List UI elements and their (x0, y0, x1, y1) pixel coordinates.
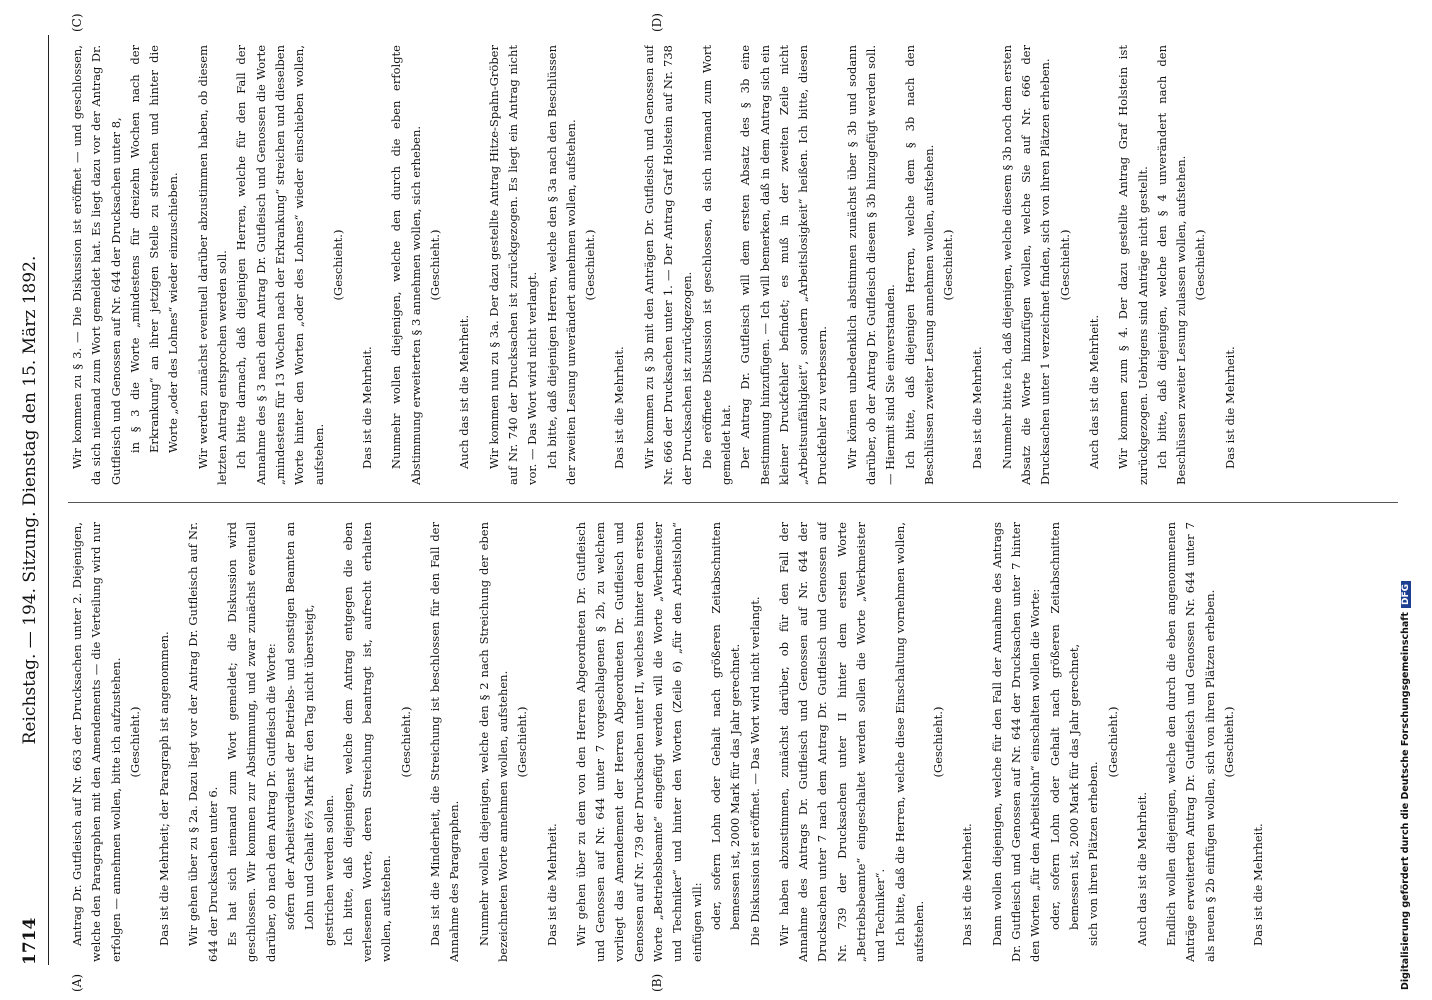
paragraph: Die Diskussion ist eröffnet. — Das Wort wird nicht verlangt. (747, 596, 762, 946)
column-divider (68, 502, 1398, 503)
dfg-logo: DFG (1401, 581, 1411, 608)
paragraph: (Geschieht.) (330, 229, 345, 301)
margin-mark-c: (C) (70, 13, 84, 32)
paragraph: Das ist die Mehrheit. (612, 346, 627, 469)
paragraph: sofern der Arbeitsverdienst der Betriebs- und sonstigen Beamten an Lohn und Gehalt 6⅔ Mark für den Tag nicht übersteigt, (282, 522, 317, 930)
paragraph: (Geschieht.) (428, 229, 443, 301)
paragraph: (Geschieht.) (1193, 229, 1208, 301)
paragraph: Das ist die Mehrheit. (960, 823, 975, 946)
paragraph: Ich bitte, daß diejenigen Herren, welche dem § 3b nach den Beschlüssen zweiter Lesung annehmen wollen, aufstehen. (902, 45, 936, 485)
paragraph: Auch das ist die Mehrheit. (457, 315, 472, 469)
paragraph: Es hat sich niemand zum Wort gemeldet; die Diskussion wird geschlossen. Wir kommen zur Abstimmung, und zwar zunächst eventuell darüber, ob nach dem Antrag Dr. Gutfleisch die Worte: (225, 522, 278, 962)
margin-mark-d: (D) (650, 13, 664, 32)
paragraph: Wir kommen nun zu § 3a. Der dazu gestellte Antrag Hitze-Spahn-Gröber auf Nr. 740 der Drucksachen ist zurückgezogen. Es liegt ein Antrag nicht vor. — Das Wort wird nicht verlangt. (486, 45, 540, 485)
paragraph: Ich bitte, daß diejenigen, welche dem Antrag entgegen die eben verlesenen Worte, deren Streichung beantragt ist, aufrecht erhalten wollen, aufstehen. (340, 522, 394, 962)
margin-mark-a: (A) (70, 973, 84, 992)
paragraph: Antrag Dr. Gutfleisch auf Nr. 663 der Drucksachen unter 2. Diejenigen, welche den Paragraphen mit den Amendements — die Verteilung wird nur erfolgen — annehmen wollen, bitte ich aufzustehen. (70, 522, 123, 962)
paragraph: Wir kommen zu § 3b mit den Anträgen Dr. Gutfleisch und Genossen auf Nr. 666 der Drucksachen unter 1. — Der Antrag Graf Holstein auf Nr. 738 der Drucksachen ist zurückgezogen. (641, 45, 695, 485)
paragraph: Das ist die Minderheit, die Streichung ist beschlossen für den Fall der Annahme des Paragraphen. (428, 522, 462, 962)
paragraph: sich von ihren Plätzen erheben. (1086, 761, 1101, 946)
paragraph: (Geschieht.) (515, 706, 530, 778)
paragraph: Das ist die Mehrheit. (1222, 346, 1237, 469)
paragraph: (Geschieht.) (1105, 706, 1120, 778)
paragraph: Auch das ist die Mehrheit. (1134, 792, 1149, 946)
paragraph: Auch das ist die Mehrheit. (1086, 315, 1101, 469)
paragraph: Ich bitte, daß diejenigen, welche den § 4 unverändert nach den Beschlüssen zweiter Lesung zulassen wollen, aufstehen. (1154, 45, 1189, 485)
paragraph: Nunmehr bitte ich, daß diejenigen, welche diesem § 3b noch dem ersten Absatz die Worte hinzufügen wollen, welche Sie auf Nr. 666 der Drucksachen unter 1 verzeichnet finden, sich von ihren Plätzen erheben. (999, 45, 1053, 485)
paragraph: Der Antrag Dr. Gutfleisch will dem ersten Absatz des § 3b eine Bestimmung hinzufügen. — Ich will bemerken, daß in dem Antrag sich ein kleiner Druckfehler befindet; es muß in der zweiten Zeile nicht „Arbeitsunfähigkeit“, sondern „Arbeitslosigkeit“ heißen. Ich bitte, diesen Druckfehler zu verbessern. (738, 45, 830, 485)
paragraph: Nunmehr wollen diejenigen, welche den durch die eben erfolgte Abstimmung erweiterten § 3 annehmen wollen, sich erheben. (389, 45, 423, 485)
paragraph: Das ist die Mehrheit. (544, 823, 559, 946)
text-column-right (68, 45, 1388, 485)
paragraph: (Geschieht.) (1057, 229, 1072, 301)
paragraph: oder, sofern Lohn oder Gehalt nach größeren Zeitabschnitten bemessen ist, 2000 Mark für das Jahr gerechnet, (1047, 522, 1081, 930)
paragraph: Endlich wollen diejenigen, welche den durch die eben angenommenen Anträge erweiterten Antrag Dr. Gutfleisch und Genossen Nr. 644 unter 7 als neuen § 2b einfügen wollen, sich von ihren Plätzen erheben. (1164, 522, 1217, 962)
paragraph: (Geschieht.) (941, 229, 956, 301)
paragraph: Wir haben abzustimmen, zunächst darüber, ob für den Fall der Annahme des Antrags Dr. Gutfleisch und Genossen auf Nr. 644 der Drucksachen unter 7 nach dem Antrag Dr. Gutfleisch und Genossen auf Nr. 739 der Drucksachen unter II hinter dem ersten Worte „Betriebsbeamte“ eingeschaltet werden sollen die Worte „Werkmeister und Techniker“. (776, 522, 888, 962)
paragraph: (Geschieht.) (127, 706, 142, 778)
credit-text: Digitalisierung gefördert durch die Deutsche Forschungsgemeinschaft (1400, 612, 1411, 990)
paragraph: gestrichen werden sollen. (321, 794, 336, 946)
paragraph: Wir gehen über zu § 2a. Dazu liegt vor der Antrag Dr. Gutfleisch auf Nr. 644 der Drucksachen unter 6. (186, 522, 220, 962)
page-number: 1714 (20, 917, 40, 965)
paragraph: (Geschieht.) (398, 706, 413, 778)
paragraph: Wir kommen zu § 3. — Die Diskussion ist eröffnet — und geschlossen, da sich niemand zum Wort gemeldet hat. Es liegt dazu vor der Antrag Dr. Gutfleisch und Genossen auf Nr. 644 der Drucksachen unter 8, (70, 45, 123, 485)
paragraph: Ich bitte, daß die Herren, welche diese Einschaltung vornehmen wollen, aufstehen. (892, 522, 926, 962)
paragraph: Ich bitte darnach, daß diejenigen Herren, welche für den Fall der Annahme des § 3 nach dem Antrag Dr. Gutfleisch und Genossen die Worte „mindestens für 13 Wochen nach der Erkrankung“ streichen und dieselben Worte hinter den Worten „oder des Lohnes“ wieder einschieben wollen, aufstehen. (234, 45, 326, 485)
paragraph: Wir kommen zum § 4. Der dazu gestellte Antrag Graf Holstein ist zurückgezogen. Uebrigens sind Anträge nicht gestellt. (1116, 45, 1150, 485)
paragraph: (Geschieht.) (583, 229, 598, 301)
paragraph: Das ist die Mehrheit; der Paragraph ist angenommen. (157, 631, 172, 946)
paragraph: oder, sofern Lohn oder Gehalt nach größeren Zeitabschnitten bemessen ist, 2000 Mark für das Jahr gerechnet. (708, 522, 743, 930)
paragraph: Das ist die Mehrheit. (1251, 823, 1266, 946)
paragraph: Ich bitte, daß diejenigen Herren, welche den § 3a nach den Beschlüssen der zweiten Lesung unverändert annehmen wollen, aufstehen. (544, 45, 578, 485)
paragraph: Wir werden zunächst eventuell darüber abzustimmen haben, ob diesem letzten Antrag entsprochen werden soll. (195, 45, 230, 485)
paragraph: (Geschieht.) (1222, 706, 1237, 778)
digitization-credit (1400, 10, 1411, 990)
paragraph: Das ist die Mehrheit. (970, 346, 985, 469)
page-header (20, 35, 49, 965)
paragraph: Nunmehr wollen diejenigen, welche den § 2 nach Streichung der eben bezeichneten Worte annehmen wollen, aufstehen. (476, 522, 510, 962)
text-column-left (68, 522, 1388, 962)
page-title: Reichstag. — 194. Sitzung. Dienstag den 15. März 1892. (20, 255, 40, 745)
paragraph: in § 3 die Worte „mindestens für dreizehn Wochen nach der Erkrankung“ an ihrer jetzigen Stelle zu streichen und hinter die Worte „oder des Lohnes“ wieder einzuschieben. (127, 45, 181, 453)
paragraph: Das ist die Mehrheit. (360, 346, 375, 469)
paragraph: (Geschieht.) (931, 706, 946, 778)
paragraph: Wir gehen über zu dem von den Herren Abgeordneten Dr. Gutfleisch und Genossen auf Nr. 644 unter 7 vorgeschlagenen § 2b, zu welchem vorliegt das Amendement der Herren Abgeordneten Dr. Gutfleisch und Genossen auf Nr. 739 der Drucksachen unter II, welches hinter dem ersten Worte „Betriebsbeamte“ eingefügt werden will die Worte „Werkmeister und Techniker“ und hinter den Worten (Zeile 6) „für den Arbeitslohn“ einfügen will: (573, 522, 704, 962)
paragraph: Die eröffnete Diskussion ist geschlossen, da sich niemand zum Wort gemeldet hat. (699, 45, 733, 485)
paragraph: Dann wollen diejenigen, welche für den Fall der Annahme des Antrags Dr. Gutfleisch und Genossen auf Nr. 644 der Drucksachen unter 7 hinter den Worten „für den Arbeitslohn“ einschalten wollen die Worte: (989, 522, 1043, 962)
paragraph: Wir können unbedenklich abstimmen zunächst über § 3b und sodann darüber, ob der Antrag Dr. Gutfleisch diesem § 3b hinzugefügt werden soll. — Hiermit sind Sie einverstanden. (844, 45, 898, 485)
margin-mark-b: (B) (650, 973, 664, 992)
